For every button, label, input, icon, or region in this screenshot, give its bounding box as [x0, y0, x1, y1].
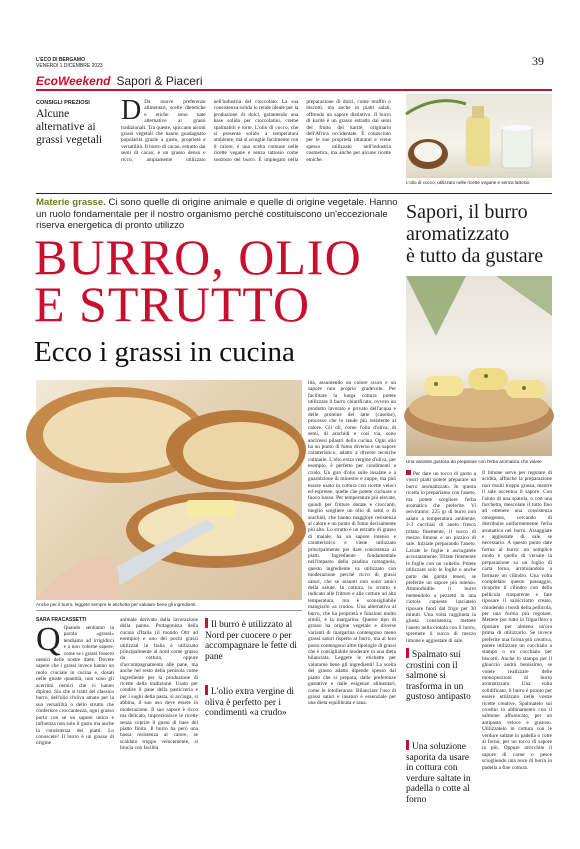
sidebar-dropcap: D	[121, 95, 142, 126]
main-col1: Q Quando sentiamo la parola «grassi» tendiamo ad irrigidirci e a non volerne sapere, come se i grassi fossero nemici delle nostre diete. Dovete sapere che i grassi invece hanno un ruolo cruciale in cucina e, dosati nelle giuste quantità, non sono gli acerrimi nemici che vi hanno dipinto. Sia che si tratti del classico burro, dell'olio d'oliva amato per la sua versatilità o dello strutto che conferisce croccantezza, ogni grasso porta con sé un sapore unico e influenza non solo il gusto ma anche la consistenza dei piatti. Lo conoscete? Il burro è un grasso di origine	[36, 621, 114, 747]
deck-lead: Materie grasse.	[36, 197, 106, 208]
section-header	[36, 72, 552, 88]
bread-photo-caption: Anche per il burro, leggete sempre le etichette per valutare bene gli ingredienti	[36, 602, 196, 607]
headline-subtitle: Ecco i grassi in cucina	[34, 336, 295, 368]
section-name: Sapori & Piaceri	[116, 74, 203, 88]
coconut-photo-caption: L'olio di cocco, utilizzato nelle ricette vegane e senza lattosio	[406, 180, 530, 185]
main-col3: lità, assumendo un colore scuro e un sapore non proprio gradevole. Per facilitare la lunga cottura potete utilizzare il burro chiarificato, ovvero un prodotto lavorato e privato dell'acqua e delle proteine del latte (caseine), processo che lo rende più resistente al calore. Gli oli, come l'olio d'oliva, di semi, di arachidi e così via, sono anch'essi pilastri della cucina. Ogni olio ha un punto di fumo diverso e un sapore caratteristico, adatto a diverse tecniche culinarie. L'olio extra vergine d'oliva, per esempio, è perfetto per condimenti a crudo. Un giro d'olio sulle insalate o a guarnizione di minestre e zuppe, ma può essere usato in cottura con ricette veloci ed espresse, quelle che potete cucinare a fuoco basso. Per temperature più elevate, quindi per fritture dorate e croccanti, meglio scegliere un olio di semi o di arachidi, che hanno maggiore resistenza al calore e un punto di fumo decisamente più alto. Lo strutto è un estratto di grasso di maiale, ha un sapore intenso e caratteristico e viene utilizzato principalmente per dare consistenza ai piatti. Ingrediente fondamentale nell'impasto della piadina romagnola, questo ingrediente va utilizzato con moderazione perché ricco di grassi saturi, che se assunti non sono amici della salute. In cottura, lo strutto è indicato alle fritture e alle cotture ad alta temperatura, ma è sconsigliabile mangiarlo «a crudo». Una alternativa al burro, che ha proprietà e funzioni molto simili, è la margarina. Questo tipo di grasso ha origine vegetale e diverse varianti di margarina contengono meno grassi saturi rispetto al burro, ma al loro posto contengono altre tipologie di grassi che è consigliabile moderare in una dieta bilanciata. Leggete le etichette per valutarne bene gli ingredienti! La scelta del grasso adatto dipende spesso dal piatto che si prepara, dalle preferenze gustative e dalle esigenze alimentari, come le intolleranze. Bilanciare l'uso di grassi saturi e insaturi è essenziale per una dieta equilibrata e sana.	[308, 380, 396, 707]
right-title-1: Sapori, il burro	[406, 201, 528, 223]
quote-marker	[205, 618, 208, 628]
sidebar-title: Alcune alternative ai grassi vegetali	[36, 108, 103, 146]
quote-marker	[406, 740, 409, 750]
headline-line1: BURRO, OLIO	[34, 229, 362, 285]
quote-marker	[205, 685, 208, 695]
pull-quote-oil: L'olio extra vergine di oliva è perfetto per i condimenti «a crudo»	[205, 687, 295, 718]
sidebar-body: D Da nuove preferenze alimentari, scelte dietetiche e etiche sono nate alternative ai grassi tradizionali. Tra queste, spiccano alcuni grassi vegetali che hanno guadagnato popolarità grazie a gusto, proprietà e versatilità. Il burro di cacao, estratto dai semi di cacao, è un grasso denso e ricco, ampiamente utilizzato nell'industria del cioccolato. La sua consistenza solida lo rende ideale per la produzione di dolci, garantendo una base solida per cioccolatini, creme spalmabili e torte. L'olio di cocco, che si presenta solido a temperatura ambiente, ma si scioglie facilmente con il calore, è una scelta comune nelle ricette vegane e senza lattosio come sostituto del burro. È impiegato nella preparazione di dolci, come muffin o biscotti, ma anche in piatti salati, offrendo un sapore distintivo. Il burro di karité è un grasso estratto dai semi del frutto del karité, originario dell'Africa occidentale. È conosciuto per le sue proprietà idratanti e viene spesso utilizzato nell'industria cosmetica, ma anche per alcune ricette etniche.	[121, 95, 391, 163]
herb-butter-photo	[406, 276, 552, 456]
bread-butter-photo	[36, 380, 302, 600]
quote-marker	[406, 648, 409, 658]
right-col1-marker	[406, 470, 411, 475]
divider-bread	[36, 610, 302, 611]
page-number: 39	[532, 54, 544, 68]
main-dropcap: Q	[36, 621, 61, 658]
bread-butter-illustration	[36, 380, 302, 600]
divider-top	[36, 193, 552, 194]
right-col2: Il limone serve per regolare di acidità, affinché la preparazione non risulti troppo grassa, mentre il sale accentua il sapore. Con l'aiuto di una spatola, o con una forchetta, mescolate il tutto fino ad ottenere una consistenza omogenea, cercando di distribuire uniformemente l'erba aromatica nel burro. Assaggiate e aggiustate di sale se necessario. A questo punto date forma al burro: un semplice modo è quello di versare la preparazione su un foglio di carta forno, arrotolandolo a formare un cilindro. Una volta completato questo passaggio, ricoprite il cilindro con della pellicola trasparente e fate riposare il salsicciotto creato, chiudendo i bordi della pellicola, per una forma più regolare. Mettete poi tutto in frigorifero a riposare per almeno un'ora prima di utilizzarlo. Se invece preferite una forma più creativa, potete utilizzare un cucchiaio a stampo o un cucchiaio per biscotti. Anche lo stampo per il ghiaccio andrà benissimo, se volete realizzare delle monoporzioni di burro aromatizzato. Una volta solidificato, il burro è pronto per essere utilizzato nelle vostre ricette creative. Spalmatelo sui crostini in abbinamento con il salmone affumicato, per un antipasto veloce e gustoso. Utilizzatelo in cottura con le verdure saltate in padella o cotte al forno, per un tocco di sapore in più. Oppure arricchite il sapore di carne o pesce sciogliendo una noce di burro in padella a fine cottura.	[482, 470, 552, 771]
herb-butter-illustration	[406, 276, 552, 456]
headline-line2: E STRUTTO	[34, 276, 311, 332]
coconut-oil-photo	[406, 94, 552, 178]
author-byline: SARA FRACASSETTI	[36, 617, 87, 623]
herb-photo-caption: Una variante gustosa da preparare con l'erba aromatica che volete	[406, 459, 542, 464]
deck	[36, 197, 398, 232]
pull-quote-cottura: Una soluzione saporita da usare in cottura con verdure saltate in padella o cotte al forno	[406, 742, 471, 805]
deck-text: Ci sono quelle di origine animale e quelle di origine vegetale. Hanno un ruolo fondamentale per il nostro organismo perché costituiscono un'eccezionale riserva energetica di pronto utilizzo	[36, 197, 398, 232]
issue-date: VENERDÌ 1 DICEMBRE 2023	[36, 63, 103, 69]
right-title-2: aromatizzato	[406, 223, 510, 245]
pull-quote-crostini: Spalmato sui crostini con il salmone si trasforma in un gustoso antipasto	[406, 650, 471, 703]
coconut-jars-illustration	[406, 94, 552, 178]
newspaper-name: L'ECO DI BERGAMO	[36, 57, 85, 63]
right-title-3: è tutto da gustare	[406, 245, 544, 267]
section-rule	[36, 89, 552, 91]
right-col1: Per dare un tocco di gusto a vostri piatti potete preparare un burro aromatizzato. In questa ricetta lo prepariamo con l'aneto, ma potete scegliere l'erba aromatica che preferite. Vi serviranno: 225 gr di burro non salato a temperatura ambiente, 2-3 cucchiai di aneto fresco tritato finemente, il succo di mezzo limone e un pizzico di sale. Iniziate preparando l'aneto. Lavate le foglie e asciugatele accuratamente. Tritate finemente le foglie con un coltello. Potete utilizzare solo le foglie o anche parte dei gambi teneri, se preferite un sapore più intenso. Ammorbidite il burro mettendolo a pezzetti in una ciotola capiente lasciatelo riposare fuori dal frigo per 30 minuti. Una volta raggiunta la giusta consistenza, mettete l'aneto nella ciotola con il burro, spremete il succo di mezzo limone e aggiustate di sale.	[406, 471, 476, 644]
main-col2: animale derivato dalla lavorazione della panna. Protagonista della cucina d'Italia (il mondo Oltr ad esempio) e uno dei pochi grassi utilizzati in Italia è utilizzato principalmente al nord come grasso da cottura, oppure d'accompagnamento alle pane, ma anche nel resto della penisola come ingrediente per la produzione di ricette della tradizione. Usato per condire il pane della pasticceria e per i sughi della pasta, si acciuga, si abbina, il suo uso deve essere in moderazione. Il suo sapore è ricco ma delicato, impreziosisce le ricette senza coprire il gusto di base del piatto finito. Il burro ha però una bassa resistenza al calore, se scaldato troppo velocemente, si brucia con facilità	[120, 617, 198, 752]
sidebar-kicker: CONSIGLI PREZIOSI	[36, 100, 90, 106]
pull-quote-butter: Il burro è utilizzato al Nord per cuocere o per accompagnare le fette di pane	[205, 620, 297, 662]
section-brand: EcoWeekend	[36, 74, 111, 88]
